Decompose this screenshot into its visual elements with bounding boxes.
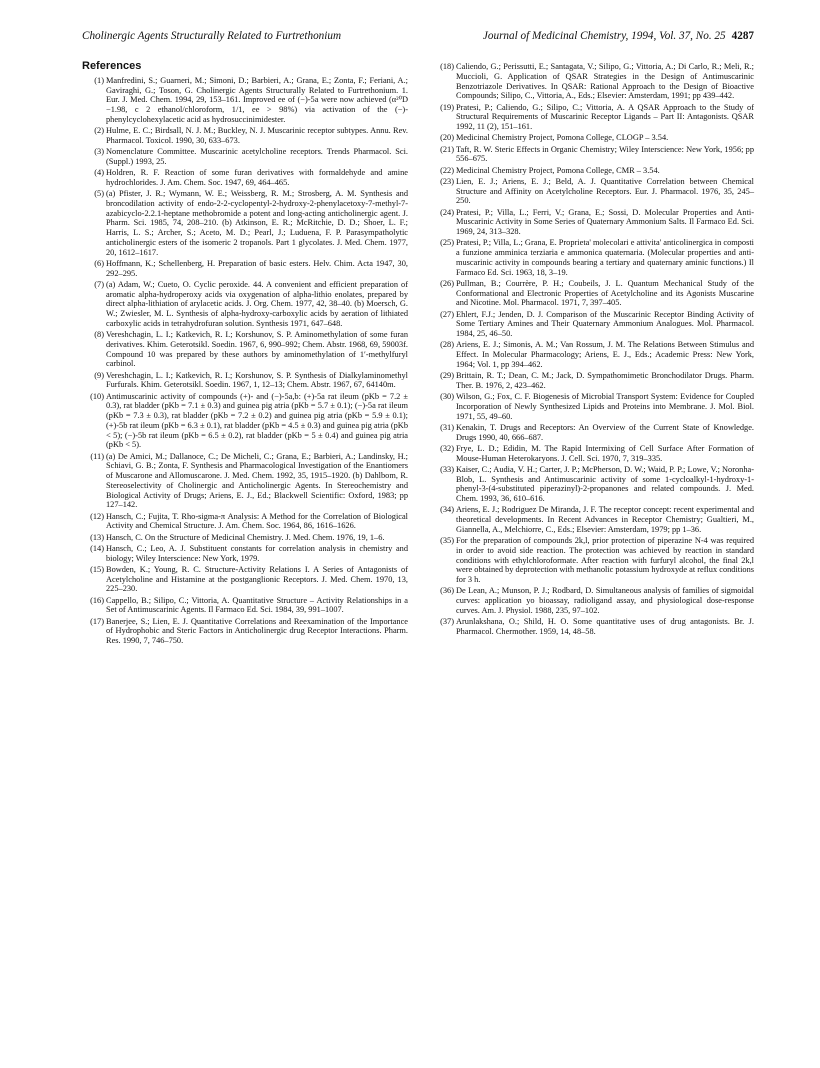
reference-text: Brittain, R. T.; Dean, C. M.; Jack, D. Sympathomimetic Bronchodilator Drugs. Pharm. Ther. B. 1976, 2, 423–462. [456,371,754,390]
reference-item [432,103,754,132]
reference-number: (29) [440,371,454,380]
reference-item [82,189,408,257]
reference-text: Hansch, C.; Fujita, T. Rho-sigma-π Analysis: A Method for the Correlation of Biological Activity and Chemical Structure. J. Am. Chem. Soc. 1964, 86, 1616–1626. [106,511,408,531]
reference-text: (a) Pfister, J. R.; Wymann, W. E.; Weissberg, R. M.; Strosberg, A. M. Synthesis and broncodilation activity of endo-2-2-cyclopentyl-2-hydroxy-2-phenylacetoxy-7-methyl-7-azabicyclo-2.2.1-heptane methobromide a potent and long-acting anticholinergic agent. J. Pharm. Sci. 1985, 74, 208–210. (b) Atkinson, E. R.; McRitchie, D. D.; Shoer, L. F.; Harris, L. S.; Archer, S.; Aceto, M. D.; Pearl, J.; Luduena, F. P. Parasympatholytic anticholinergic esters of the isomeric 2 tropanols. Part 1 glycolates. J. Med. Chem. 1977, 20, 1612–1617. [106,189,408,257]
reference-number: (10) [90,391,104,401]
reference-item [82,544,408,564]
reference-number: (7) [94,279,104,289]
reference-item [82,147,408,167]
reference-number: (27) [440,309,454,319]
reference-text: Frye, L. D.; Edidin, M. The Rapid Intermixing of Cell Surface After Formation of Mouse-Human Heterokaryons. J. Cell. Sci. 1970, 7, 319–335. [456,443,754,463]
page-number: 4287 [731,30,754,42]
reference-number: (6) [94,258,104,268]
reference-number: (13) [90,532,104,542]
reference-text: Lien, E. J.; Ariens, E. J.; Beld, A. J. Quantitative Correlation between Chemical Structure and Affinity on Acetylcholine Receptors. Eur. J. Pharmacol. 1976, 35, 245–250. [456,176,754,206]
reference-text: (a) Adam, W.; Cueto, O. Cyclic peroxide. 44. A convenient and efficient preparation of aromatic alpha-hydroperoxy acids via oxygenation of alpha-lithio enolates, prepared by direct alpha-lithiation of arylacetic acids. J. Org. Chem. 1977, 42, 38–40. (b) Moersch, G. W.; Zwiesler, M. L. Synthesis of alpha-hydroxy-carboxylic acids by aeration of lithiated carboxylic acids in tetrahydrofuran solution. Synthesis 1971, 647–648. [106,279,408,328]
reference-text: Hansch, C. On the Structure of Medicinal Chemistry. J. Med. Chem. 1976, 19, 1–6. [106,532,385,542]
reference-text: Wilson, G.; Fox, C. F. Biogenesis of Microbial Transport System: Evidence for Coupled Incorporation of Newly Synthesized Lipids and Proteins into Membrane. J. Mol. Biol. 1971, 55, 49–60. [456,392,754,421]
reference-number: (15) [90,564,104,574]
reference-item [432,586,754,615]
reference-item [82,280,408,329]
reference-text: Antimuscarinic activity of compounds (+)- and (−)-5a,b: (+)-5a rat ileum (pKb = 7.2 ± 0.3), rat bladder (pKb = 7.1 ± 0.3) and guinea pig atria (pKb = 5.7 ± 0.1); (−)-5a rat ileum (pKb = 7.3 ± 0.3), rat bladder (pKb = 7.2 ± 0.2) and guinea pig atria (pKb = 5.9 ± 0.1); (+)-5b rat ileum (pKb = 6.3 ± 0.1), rat bladder (pKb = 4.5 ± 0.3) and guinea pig atria (pKb < 5); (−)-5b rat ileum (pKb = 6.5 ± 0.2), rat bladder (pKb = 5 ± 0.4) and guinea pig atria (pKb < 5). [106,391,408,450]
reference-number: (20) [440,133,454,143]
reference-item [82,371,408,391]
reference-text: For the preparation of compounds 2k,l, prior protection of piperazine N-4 was required in order to avoid side reaction. The protection was achieved by reaction in standard conditions with ethylchloroformate. After reaction with furfuryl alcohol, the final 2k,l were obtained by deprotection with methanolic potassium hydroxyde at reflux conditions for 3 h. [456,536,754,584]
journal-name: Journal of Medicinal Chemistry, 1994, Vol. 37, No. 25 [482,30,726,42]
reference-text: Bowden, K.; Young, R. C. Structure-Activity Relations I. A Series of Antagonists of Acetylcholine and Histamine at the postganglionic Receptors. J. Med. Chem. 1970, 13, 225–230. [106,564,408,594]
reference-text: Caliendo, G.; Perissutti, E.; Santagata, V.; Silipo, G.; Vittoria, A.; Di Carlo, R.; Meli, R.; Muccioli, G. Application of QSAR Strategies in the Design of Antimuscarinic Benzotriazole Derivatives. In QSAR: Rational Approach to the Design of Bioactive Compounds; Silipo, C., Vittoria, A., Eds.; Elsevier: Amsterdam, 1991; pp 439–442. [456,62,754,101]
reference-item [82,330,408,369]
reference-item [82,76,408,125]
reference-item [82,259,408,279]
reference-text: Hulme, E. C.; Birdsall, N. J. M.; Buckley, N. J. Muscarinic receptor subtypes. Annu. Rev. Pharmacol. Toxicol. 1990, 30, 633–673. [106,126,408,145]
reference-number: (9) [94,370,104,380]
reference-text: Hoffmann, K.; Schellenberg, H. Preparation of basic esters. Helv. Chim. Acta 1947, 30, 292–295. [106,258,408,278]
reference-item [82,512,408,532]
reference-item [432,465,754,504]
reference-number: (16) [90,595,104,605]
reference-item [432,208,754,237]
reference-text: Cappello, B.; Silipo, C.; Vittoria, A. Quantitative Structure – Activity Relationships in a Set of Antimuscarinic Agents. Il Farmaco Ed. Sci. 1984, 39, 991–1007. [106,595,408,615]
reference-text: Medicinal Chemistry Project, Pomona College, CMR – 3.54. [456,165,660,175]
reference-text: Vereshchagin, L. I.; Katkevich, R. I.; Korshunov, S. P. Synthesis of Dialkylaminomethyl Furfurals. Khim. Geterotsikl. Soedin. 1967, 1, 12–13; Chem. Abstr. 1967, 67, 64140m. [106,370,408,390]
reference-number: (33) [440,464,454,474]
reference-text: Kenakin, T. Drugs and Receptors: An Overview of the Current State of Knowledge. Drugs 1990, 40, 666–687. [456,422,754,442]
reference-number: (28) [440,340,454,350]
journal-citation [483,30,754,42]
reference-text: Pratesi, P.; Villa, L.; Ferri, V.; Grana, E.; Sossi, D. Molecular Properties and Anti-Muscarinic Activity in Some Series of Quaternary Ammonium Salts. Il Farmaco Ed. Sci. 1969, 24, 313–328. [456,207,754,236]
reference-item [432,340,754,369]
reference-number: (17) [90,616,104,626]
reference-text: Hansch, C.; Leo, A. J. Substituent constants for correlation analysis in chemistry and biology; Wiley Interscience: New York, 1979. [106,543,408,563]
reference-text: Pullman, B.; Courrère, P. H.; Coubeils, J. L. Quantum Mechanical Study of the Conformational and Electronic Properties of Acetylcholine and its Agonists Muscarine and Nicotine. Mol. Pharmacol. 1971, 7, 397–405. [456,278,754,308]
reference-item [432,617,754,637]
reference-item [82,533,408,543]
references-column-left [82,62,408,647]
reference-item [82,168,408,188]
reference-text: Vereshchagin, L. I.; Katkevich, R. I.; Korshunov, S. P. Aminomethylation of some furan derivatives. Khim. Geterotsikl. Soedin. 1967, 6, 990–992; Chem. Abstr. 1968, 69, 59003f. Compound 10 was prepared by these authors by aminomethylation of 1′-methylfuryl carbinol. [106,330,408,369]
running-header [82,30,754,46]
reference-item [432,133,754,143]
reference-text: Taft, R. W. Steric Effects in Organic Chemistry; Wiley Interscience: New York, 1956; pp 556–675. [456,144,754,164]
reference-number: (2) [94,126,104,135]
reference-item [82,565,408,594]
reference-text: (a) De Amici, M.; Dallanoce, C.; De Micheli, C.; Grana, E.; Barbieri, A.; Landinsky, H.; Schiavi, G. B.; Zonta, F. Synthesis and Pharmacological Investigation of the Enantiomers of Muscarone and Allomuscarone. J. Med. Chem. 1992, 35, 1915–1920. (b) Dahlbom, R. Stereoselectivity of Cholinergic and Anticholinergic Agents. In Stereochemistry and Biological Activity of Drugs; Ariens, E. J., Ed.; Blackwell Scientific: Oxford, 1983; pp 127–142. [106,451,408,510]
reference-text: Ehlert, F.J.; Jenden, D. J. Comparison of the Muscarinic Receptor Binding Activity of Some Tertiary Amines and Their Quaternary Ammonium Analogues. Mol. Pharmacol. 1984, 25, 46–50. [456,309,754,338]
reference-item [432,536,754,585]
reference-number: (35) [440,536,454,545]
reference-item [82,596,408,616]
reference-number: (32) [440,443,454,453]
reference-number: (3) [94,147,104,156]
reference-text: Banerjee, S.; Lien, E. J. Quantitative Correlations and Reexamination of the Importance of Hydrophobic and Steric Factors in Anticholinergic drug Receptor Interactions. Pharm. Res. 1990, 7, 746–750. [106,616,408,645]
reference-item [432,392,754,421]
running-title: Cholinergic Agents Structurally Related to Furtrethonium [82,30,342,42]
reference-number: (1) [94,75,104,85]
reference-item [432,444,754,464]
section-title: References [82,60,142,72]
reference-number: (37) [440,617,454,626]
reference-number: (14) [90,543,104,553]
reference-item [432,177,754,206]
reference-number: (21) [440,144,454,154]
reference-text: Ariens, E. J.; Simonis, A. M.; Van Rossum, J. M. The Relations Between Stimulus and Effect. In Molecular Pharmacology; Ariens, E. J., Eds.; Academic Press: New York, 1964; Vol. 1, pp 394–462. [456,340,754,369]
reference-number: (23) [440,176,454,186]
reference-item [432,62,754,101]
reference-item [432,238,754,277]
reference-item [432,279,754,308]
reference-number: (24) [440,207,454,217]
reference-number: (11) [90,451,104,461]
reference-number: (36) [440,586,454,596]
reference-number: (12) [90,511,104,521]
reference-item [432,145,754,165]
reference-item [432,166,754,176]
reference-text: Manfredini, S.; Guarneri, M.; Simoni, D.; Barbieri, A.; Grana, E.; Zonta, F.; Feriani, A.; Gaviraghi, G.; Toson, G. Cholinergic Agents Structurally Related to Furtrethonium. 1. Eur. J. Med. Chem. 1994, 29, 153–161. Improved ee of (−)-5a were now achieved (α²⁰D −1.98, c 2 ethanol/chloroform, 1/1, ee > 98%) via activation of the (−)-phenylcyclohexylacetic acid as hydrosuccinimidester. [106,75,408,124]
reference-item [82,452,408,511]
reference-number: (31) [440,422,454,432]
reference-item [82,617,408,646]
reference-text: Holdren, R. F. Reaction of some furan derivatives with formaldehyde and amine hydrochlorides. J. Am. Chem. Soc. 1947, 69, 464–465. [106,168,408,187]
reference-item [82,126,408,146]
reference-text: Ariens, E. J.; Rodriguez De Miranda, J. F. The receptor concept: recent experimental and theoretical developments. In Recent Advances in Receptor Chemistry; Gualtieri, M., Giannella, A., Melchiorre, C., Eds.; Elsevier: Amsterdam, 1979; pp 1–36. [456,505,754,534]
reference-item [82,392,408,451]
reference-number: (25) [440,238,454,248]
reference-number: (5) [94,189,104,198]
reference-item [432,423,754,443]
reference-number: (18) [440,62,454,71]
reference-number: (4) [94,168,104,177]
reference-text: Kaiser, C.; Audia, V. H.; Carter, J. P.; McPherson, D. W.; Waid, P. P.; Lowe, V.; Noronha-Blob, L. Synthesis and Antimuscarinic activity of some 1-cycloalkyl-1-hydroxy-1-phenyl-3-(4-substituted piperazinyl)-2-propanones and related compounds. J. Med. Chem. 1993, 36, 610–616. [456,464,754,503]
reference-item [432,371,754,391]
reference-text: Arunlakshana, O.; Shild, H. O. Some quantitative uses of drug antagonists. Br. J. Pharmacol. Chermother. 1959, 14, 48–58. [456,617,754,636]
reference-number: (30) [440,392,454,401]
reference-item [432,310,754,339]
reference-text: Pratesi, P.; Villa, L.; Grana, E. Proprieta' molecolari e attivita' anticolinergica in composti a funzione amminica terziaria e ammonica quaternaria. (Molecular properties and anti-muscarinic activity in compounds bearing a tertiary and quaternary aminic functions.) Il Farmaco Ed. Sci. 1963, 18, 3–19. [456,238,754,277]
reference-text: Nomenclature Committee. Muscarinic acetylcholine receptors. Trends Pharmacol. Sci. (Suppl.) 1993, 25. [106,147,408,166]
reference-text: Pratesi, P.; Caliendo, G.; Silipo, C.; Vittoria, A. A QSAR Approach to the Study of Structural Requirements of Muscarinic Receptor Ligands – Part II: Antagonists. QSAR 1992, 11 (2), 151–161. [456,102,754,131]
reference-number: (19) [440,102,454,112]
reference-number: (8) [94,330,104,339]
reference-text: De Lean, A.; Munson, P. J.; Rodbard, D. Simultaneous analysis of families of sigmoidal curves: application yo bioassay, radioligand assay, and physiological dose-response curves. Am. J. Physiol. 1988, 235, 97–102. [456,586,754,615]
reference-text: Medicinal Chemistry Project, Pomona College, CLOGP – 3.54. [456,133,669,143]
reference-number: (22) [440,165,454,175]
reference-number: (26) [440,278,454,288]
references-column-right [432,62,754,638]
reference-number: (34) [440,505,454,515]
reference-item [432,505,754,534]
